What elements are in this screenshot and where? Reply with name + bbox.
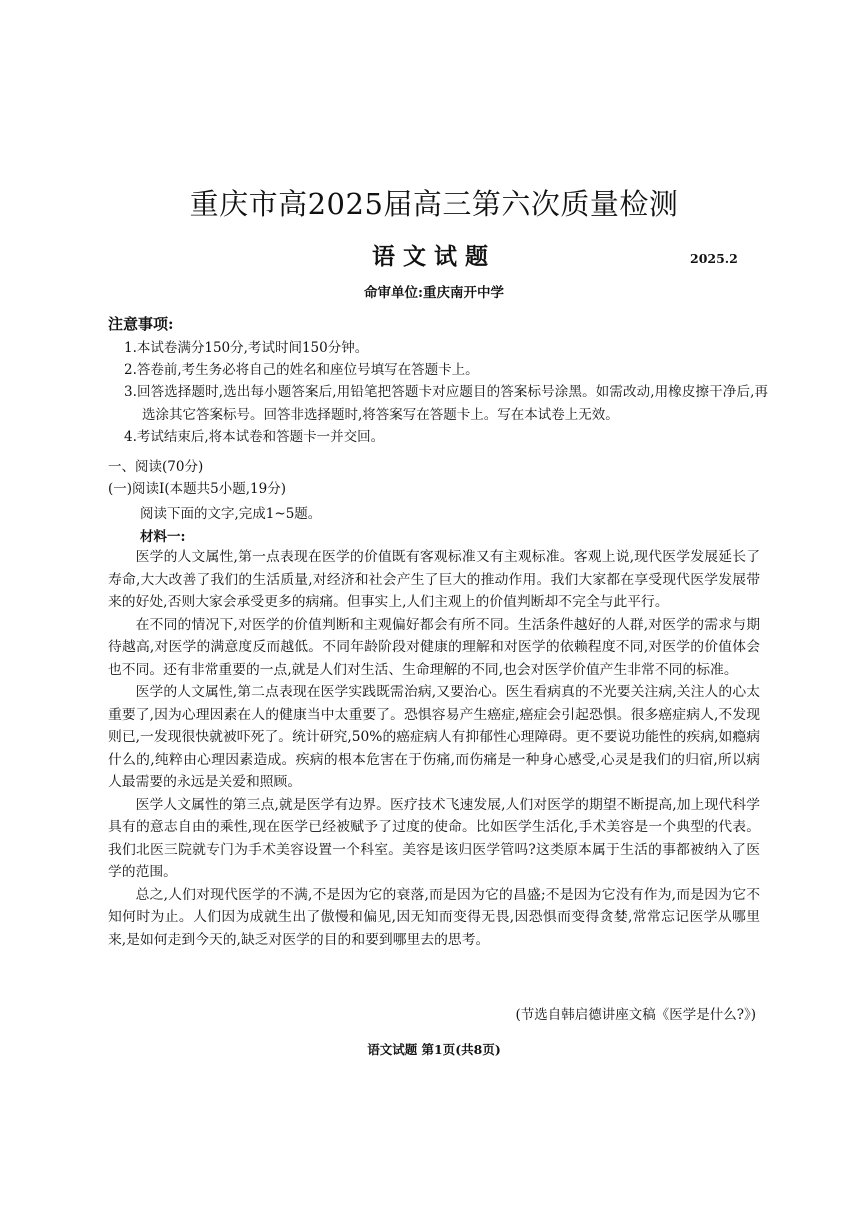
passage-paragraph: 医学的人文属性,第一点表现在医学的价值既有客观标准又有主观标准。客观上说,现代医学发展延长了寿命,大大改善了我们的生活质量,对经济和社会产生了巨大的推动作用。我们大家都在享受现代医学发展带来的好处,否则大家会承受更多的病痛。但事实上,人们主观上的价值判断却不完全与此平行。: [108, 549, 760, 610]
passage-paragraph: 医学的人文属性,第二点表现在医学实践既需治病,又要治心。医生看病真的不光要关注病,关注人的心太重要了,因为心理因素在人的健康当中太重要了。恐惧容易产生癌症,癌症会引起恐惧。很多癌症病人,不发现则已,一发现很快就被吓死了。统计研究,50%的癌症病人有抑郁性心理障碍。更不要说功能性的疾病,如瘾病什么的,纯粹由心理因素造成。疾病的根本危害在于伤痛,而伤痛是一种身心感受,心灵是我们的归宿,所以病人最需要的永远是关爱和照顾。: [108, 684, 760, 790]
notice-item: 2.答卷前,考生务必将自己的姓名和座位号填写在答题卡上。: [124, 362, 479, 379]
exam-date: 2025.2: [690, 251, 738, 266]
material-label: 材料一:: [140, 529, 186, 545]
exam-subject: 语文试题: [372, 243, 496, 270]
passage-paragraph: 医学人文属性的第三点,就是医学有边界。医疗技术飞速发展,人们对医学的期望不断提高,加上现代科学具有的意志自由的乘性,现在医学已经被赋予了过度的使命。比如医学生活化,手术美容是一个典型的代表。我们北医三院就专门为手术美容设置一个科室。美容是该归医学管吗?这类原本属于生活的事都被纳入了医学的范围。: [108, 796, 760, 880]
notice-item: 4.考试结束后,将本试卷和答题卡一并交回。: [124, 428, 385, 445]
notice-item: 3.回答选择题时,选出每小题答案后,用铅笔把答题卡对应题目的答案标号涂黑。如需改动,用橡皮擦干净后,再选涂其它答案标号。回答非选择题时,将答案写在答题卡上。写在本试卷上无效。: [124, 384, 768, 423]
subsection-heading: (一)阅读Ⅰ(本题共5小题,19分): [108, 481, 286, 497]
passage-paragraph: 在不同的情况下,对医学的价值判断和主观偏好都会有所不同。生活条件越好的人群,对医学的需求与期待越高,对医学的满意度反而越低。不同年龄阶段对健康的理解和对医学的依赖程度不同,对医学的价值体会也不同。还有非常重要的一点,就是人们对生活、生命理解的不同,也会对医学价值产生非常不同的标准。: [108, 616, 760, 678]
notice-heading: 注意事项:: [108, 315, 174, 333]
page-footer: 语文试题 第1页(共8页): [367, 1042, 501, 1057]
passage: [108, 546, 760, 951]
passage-source: (节选自韩启德讲座文稿《医学是什么?》): [515, 1007, 756, 1023]
passage-paragraph: 总之,人们对现代医学的不满,不是因为它的衰落,而是因为它的昌盛;不是因为它没有作为,而是因为它不知何时为止。人们因为成就生出了傲慢和偏见,因无知而变得无畏,因恐惧而变得贪婪,常常忘记医学从哪里来,是如何走到今天的,缺乏对医学的目的和要到哪里去的思考。: [108, 886, 760, 948]
notice-list: [108, 337, 768, 448]
exam-title: 重庆市高2025届高三第六次质量检测: [189, 187, 679, 221]
exam-unit: 命审单位:重庆南开中学: [364, 285, 504, 301]
section-heading: 一、阅读(70分): [108, 459, 204, 475]
reading-instruction: 阅读下面的文字,完成1~5题。: [140, 506, 322, 522]
notice-item: 1.本试卷满分150分,考试时间150分钟。: [124, 340, 369, 356]
